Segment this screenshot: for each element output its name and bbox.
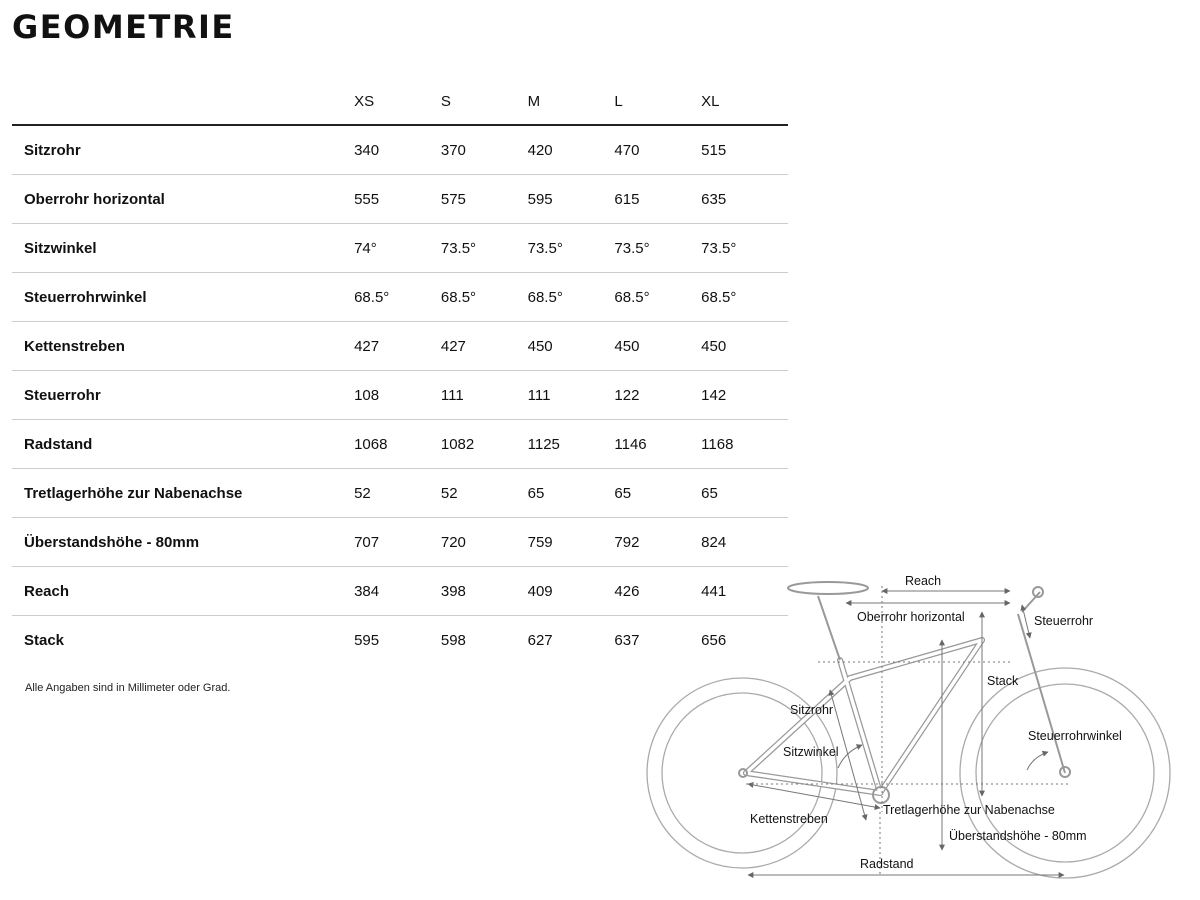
cell-value: 68.5° [441,273,528,322]
label-ueberstand: Überstandshöhe - 80mm [949,829,1087,843]
row-label: Sitzwinkel [12,224,354,273]
row-label: Steuerrohrwinkel [12,273,354,322]
cell-value: 707 [354,518,441,567]
cell-value: 627 [527,631,553,649]
cell-value: 426 [614,567,701,616]
bike-frame-inner [746,640,982,793]
row-label: Stack [24,631,65,649]
cell-value: 598 [440,631,466,649]
row-label: Überstandshöhe - 80mm [12,518,354,567]
cell-value: 73.5° [528,224,615,273]
row-label: Tretlagerhöhe zur Nabenachse [12,469,354,518]
cell-value: 68.5° [354,273,441,322]
cell-value: 637 [614,631,640,649]
cell-value: 1125 [528,420,615,469]
cell-value: 74° [354,224,441,273]
cell-value: 65 [528,469,615,518]
row-label: Radstand [12,420,354,469]
label-steuerrohrwinkel: Steuerrohrwinkel [1028,729,1122,743]
cell-value: 595 [354,631,380,649]
label-kettenstreben: Kettenstreben [750,812,828,826]
cell-value: 1082 [441,420,528,469]
row-label: Kettenstreben [12,322,354,371]
size-header-m: M [528,78,615,125]
label-radstand: Radstand [860,857,914,871]
cell-value: 142 [701,371,788,420]
cell-value: 792 [614,518,701,567]
size-header-xs: XS [354,78,441,125]
cell-value: 111 [441,371,528,420]
size-header-s: S [441,78,528,125]
cell-value: 398 [441,567,528,616]
cell-value: 427 [441,322,528,371]
label-oberrohr: Oberrohr horizontal [857,610,965,624]
cell-value: 65 [701,469,788,518]
row-label: Sitzrohr [12,125,354,175]
row-label: Reach [12,567,354,616]
label-sitzwinkel: Sitzwinkel [783,745,839,759]
cell-value: 68.5° [528,273,615,322]
cell-value: 340 [354,125,441,175]
cell-value: 409 [528,567,615,616]
cell-value: 73.5° [701,224,788,273]
cell-value: 427 [354,322,441,371]
cell-value: 450 [528,322,615,371]
units-note: Alle Angaben sind in Millimeter oder Grad. [25,682,231,694]
cell-value: 615 [614,175,701,224]
bike-frame [746,640,982,793]
cell-value: 52 [441,469,528,518]
cell-value: 68.5° [701,273,788,322]
cell-value: 575 [441,175,528,224]
cell-value: 656 [701,631,727,649]
cell-value: 73.5° [441,224,528,273]
cell-value: 720 [441,518,528,567]
cell-value: 1168 [701,420,788,469]
cell-value: 759 [528,518,615,567]
cell-value: 515 [701,125,788,175]
diagram-labels [750,574,1122,871]
size-header-l: L [614,78,701,125]
cell-value: 450 [614,322,701,371]
cell-value: 68.5° [614,273,701,322]
row-label: Steuerrohr [12,371,354,420]
label-sitzrohr: Sitzrohr [790,703,834,717]
cell-value: 450 [701,322,788,371]
size-header-xl: XL [701,78,788,125]
cell-value: 65 [614,469,701,518]
row-label: Oberrohr horizontal [12,175,354,224]
cell-value: 555 [354,175,441,224]
cell-value: 635 [701,175,788,224]
cell-value: 470 [614,125,701,175]
cell-value: 441 [701,567,788,616]
cell-value: 108 [354,371,441,420]
page-title: GEOMETRIE [12,8,235,46]
label-steuerrohr: Steuerrohr [1034,614,1094,628]
cell-value: 1068 [354,420,441,469]
cell-value: 420 [528,125,615,175]
cell-value: 111 [528,371,615,420]
label-stack: Stack [987,674,1019,688]
cell-value: 1146 [614,420,701,469]
cell-value: 384 [354,567,441,616]
cell-value: 52 [354,469,441,518]
cell-value: 824 [701,518,788,567]
label-reach: Reach [905,574,942,588]
cell-value: 595 [528,175,615,224]
cell-value: 73.5° [614,224,701,273]
label-tretlager: Tretlagerhöhe zur Nabenachse [883,803,1055,817]
cell-value: 370 [441,125,528,175]
cell-value: 122 [614,371,701,420]
